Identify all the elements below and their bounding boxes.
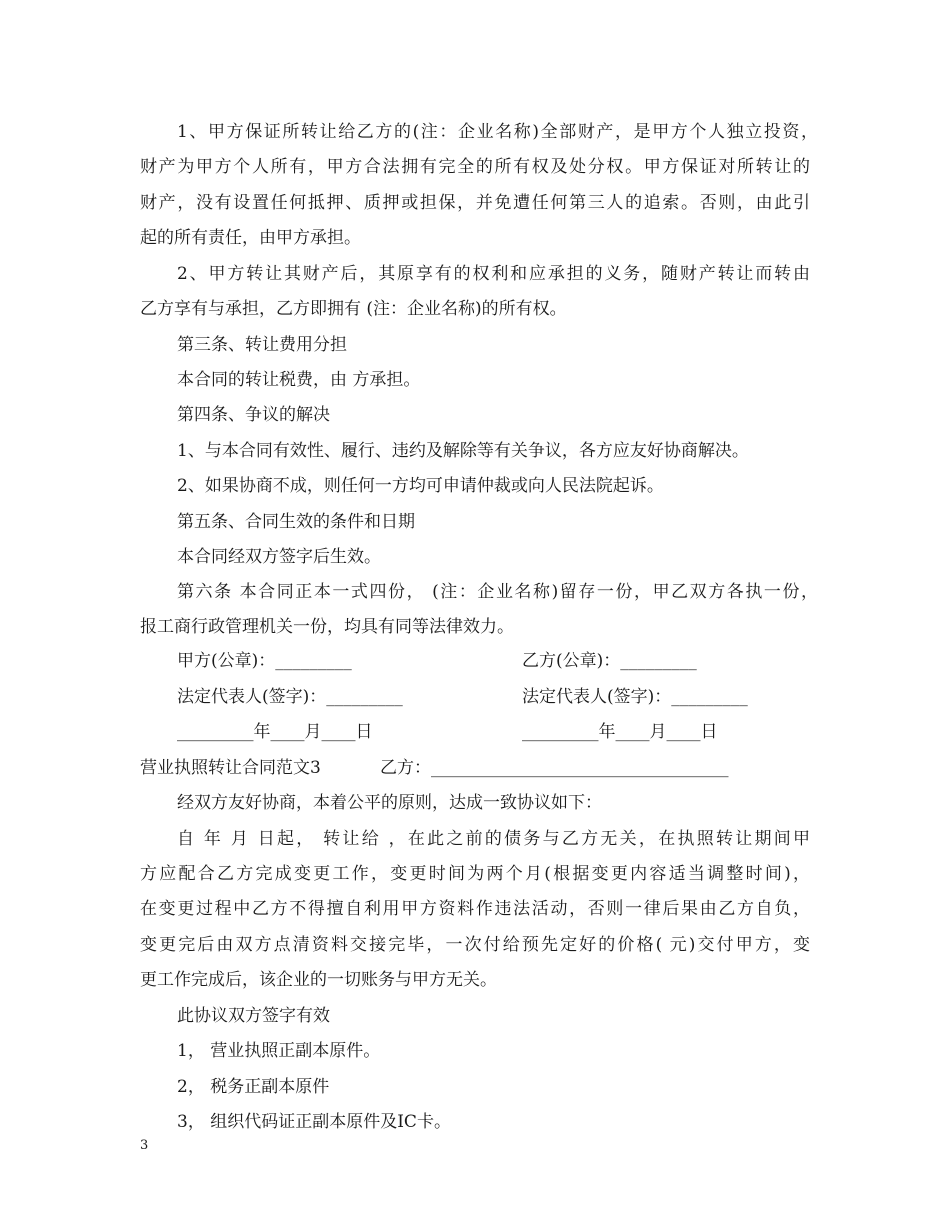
list-item: 3， 组织代码证正副本原件及IC卡。 <box>177 1112 451 1132</box>
section-heading: 第三条、转让费用分担 <box>177 335 347 355</box>
paragraph-line: 经双方友好协商，本着公平的原则，达成一致协议如下： <box>177 793 602 813</box>
paragraph-line: 此协议双方签字有效 <box>177 1006 330 1026</box>
list-item: 2， 税务正副本原件 <box>177 1077 330 1097</box>
party-a-date: _________年____月____日 <box>177 722 373 742</box>
paragraph-line: 自 年 月 日起， 转让给 ，在此之前的债务与乙方无关，在执照转让期间甲 <box>177 829 810 849</box>
party-b-date: _________年____月____日 <box>522 722 718 742</box>
party-a-seal: 甲方(公章)：_________ <box>177 651 352 671</box>
paragraph-line: 本合同的转让税费，由 方承担。 <box>177 370 421 390</box>
paragraph-line: 方应配合乙方完成变更工作，变更时间为两个月(根据变更内容适当调整时间)， <box>140 864 810 884</box>
paragraph-line: 财产，没有设置任何抵押、质押或担保，并免遭任何第三人的追索。否则，由此引 <box>140 193 810 213</box>
paragraph-line: 乙方享有与承担，乙方即拥有 (注：企业名称)的所有权。 <box>140 299 567 319</box>
paragraph-line: 在变更过程中乙方不得擅自利用甲方资料作违法活动，否则一律后果由乙方自负， <box>140 899 810 919</box>
paragraph-line: 本合同经双方签字后生效。 <box>177 547 381 567</box>
document-heading: 营业执照转让合同范文3 <box>140 758 321 778</box>
paragraph-line: 报工商行政管理机关一份，均具有同等法律效力。 <box>140 617 514 637</box>
paragraph-line: 2、甲方转让其财产后，其原享有的权利和应承担的义务，随财产转让而转由 <box>177 264 810 284</box>
paragraph-line: 更工作完成后，该企业的一切账务与甲方无关。 <box>140 970 497 990</box>
paragraph-line: 第六条 本合同正本一式四份， (注：企业名称)留存一份，甲乙双方各执一份， <box>177 582 818 602</box>
section-heading: 第五条、合同生效的条件和日期 <box>177 512 415 532</box>
paragraph-line: 2、如果协商不成，则任何一方均可申请仲裁或向人民法院起诉。 <box>177 476 664 496</box>
party-a-representative: 法定代表人(签字)：_________ <box>177 687 403 707</box>
page-number: 3 <box>140 1138 149 1153</box>
paragraph-line: 变更完后由双方点清资料交接完毕，一次付给预先定好的价格( 元)交付甲方，变 <box>140 935 810 955</box>
party-b-seal: 乙方(公章)：_________ <box>522 651 697 671</box>
paragraph-line: 1、甲方保证所转让给乙方的(注：企业名称)全部财产，是甲方个人独立投资， <box>177 122 818 142</box>
paragraph-line: 财产为甲方个人所有，甲方合法拥有完全的所有权及处分权。甲方保证对所转让的 <box>140 157 810 177</box>
paragraph-line: 起的所有责任，由甲方承担。 <box>140 228 361 248</box>
paragraph-line: 1、与本合同有效性、履行、违约及解除等有关争议，各方应友好协商解决。 <box>177 441 749 461</box>
party-b-representative: 法定代表人(签字)：_________ <box>522 687 748 707</box>
party-b-line: 乙方：___________________________________ <box>380 758 729 778</box>
list-item: 1， 营业执照正副本原件。 <box>177 1041 381 1061</box>
section-heading: 第四条、争议的解决 <box>177 405 330 425</box>
